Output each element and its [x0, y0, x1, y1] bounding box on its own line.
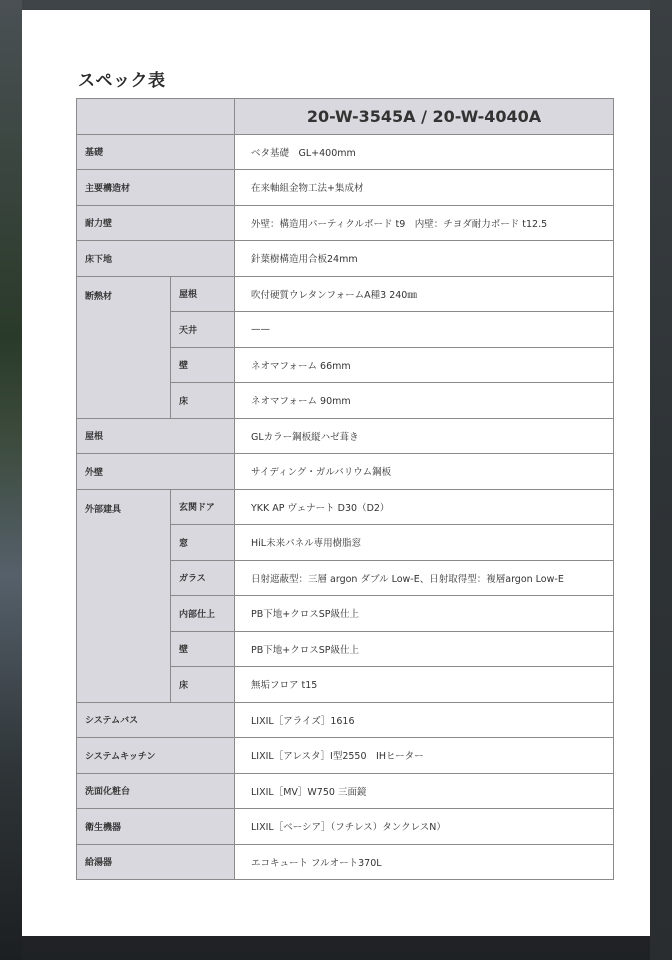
- table-row: [77, 170, 614, 206]
- row-value: 無垢フロア t15: [235, 667, 614, 703]
- row-value: 針葉樹構造用合板24mm: [235, 241, 614, 277]
- row-value: LIXIL［アレスタ］I型2550 IHヒーター: [235, 738, 614, 774]
- row-value: ——: [235, 312, 614, 348]
- sub-label: ガラス: [171, 560, 235, 596]
- row-value: PB下地+クロスSP級仕上: [235, 631, 614, 667]
- group-label-exterior-fittings: 外部建具: [77, 489, 171, 702]
- sub-label: 床: [171, 667, 235, 703]
- table-row: [77, 241, 614, 277]
- sub-label: 壁: [171, 631, 235, 667]
- group-label-insulation: 断熱材: [77, 276, 171, 418]
- row-value: LIXIL［MV］W750 三面鏡: [235, 773, 614, 809]
- spec-sheet: [22, 10, 650, 936]
- page-title: スペック表: [78, 71, 166, 91]
- row-value: LIXIL［ベーシア］（フチレス）タンクレスN）: [235, 809, 614, 845]
- row-value: 吹付硬質ウレタンフォームA種3 240㎜: [235, 276, 614, 312]
- header-blank-cell: [77, 99, 235, 135]
- background-left-photo: [0, 0, 22, 960]
- row-value: PB下地+クロスSP級仕上: [235, 596, 614, 632]
- sub-label: 壁: [171, 347, 235, 383]
- row-value: ネオマフォーム 66mm: [235, 347, 614, 383]
- row-label: 衛生機器: [77, 809, 235, 845]
- row-value: ネオマフォーム 90mm: [235, 383, 614, 419]
- sub-label: 玄関ドア: [171, 489, 235, 525]
- row-value: HiL未来パネル専用樹脂窓: [235, 525, 614, 561]
- row-value: YKK AP ヴェナート D30（D2）: [235, 489, 614, 525]
- row-label: 洗面化粧台: [77, 773, 235, 809]
- table-row: [77, 773, 614, 809]
- row-label: 床下地: [77, 241, 235, 277]
- row-label: 主要構造材: [77, 170, 235, 206]
- row-value: 在来軸組金物工法+集成材: [235, 170, 614, 206]
- table-row: [77, 134, 614, 170]
- row-value: エコキュート フルオート370L: [235, 844, 614, 880]
- table-row: [77, 205, 614, 241]
- sub-label: 内部仕上: [171, 596, 235, 632]
- row-value: GLカラー鋼板縦ハゼ葺き: [235, 418, 614, 454]
- sub-label: 床: [171, 383, 235, 419]
- row-label: システムキッチン: [77, 738, 235, 774]
- table-row: [77, 738, 614, 774]
- sub-label: 窓: [171, 525, 235, 561]
- table-row: [77, 276, 614, 312]
- background-right-photo: [650, 0, 672, 960]
- row-label: 耐力壁: [77, 205, 235, 241]
- table-header-row: [77, 99, 614, 135]
- sub-label: 天井: [171, 312, 235, 348]
- row-value: 日射遮蔽型：三層 argon ダブル Low-E、日射取得型：複層argon Low-E: [235, 560, 614, 596]
- spec-table: [76, 98, 614, 880]
- table-row: [77, 418, 614, 454]
- row-label: 屋根: [77, 418, 235, 454]
- row-label: 基礎: [77, 134, 235, 170]
- sub-label: 屋根: [171, 276, 235, 312]
- model-number-header: 20-W-3545A / 20-W-4040A: [235, 99, 614, 135]
- row-label: 給湯器: [77, 844, 235, 880]
- row-value: LIXIL［アライズ］1616: [235, 702, 614, 738]
- table-row: [77, 454, 614, 490]
- row-label: システムバス: [77, 702, 235, 738]
- row-label: 外壁: [77, 454, 235, 490]
- row-value: ベタ基礎 GL+400mm: [235, 134, 614, 170]
- table-row: [77, 809, 614, 845]
- table-row: [77, 489, 614, 525]
- row-value: サイディング・ガルバリウム鋼板: [235, 454, 614, 490]
- row-value: 外壁：構造用パーティクルボード t9 内壁：チヨダ耐力ボード t12.5: [235, 205, 614, 241]
- table-row: [77, 702, 614, 738]
- table-row: [77, 844, 614, 880]
